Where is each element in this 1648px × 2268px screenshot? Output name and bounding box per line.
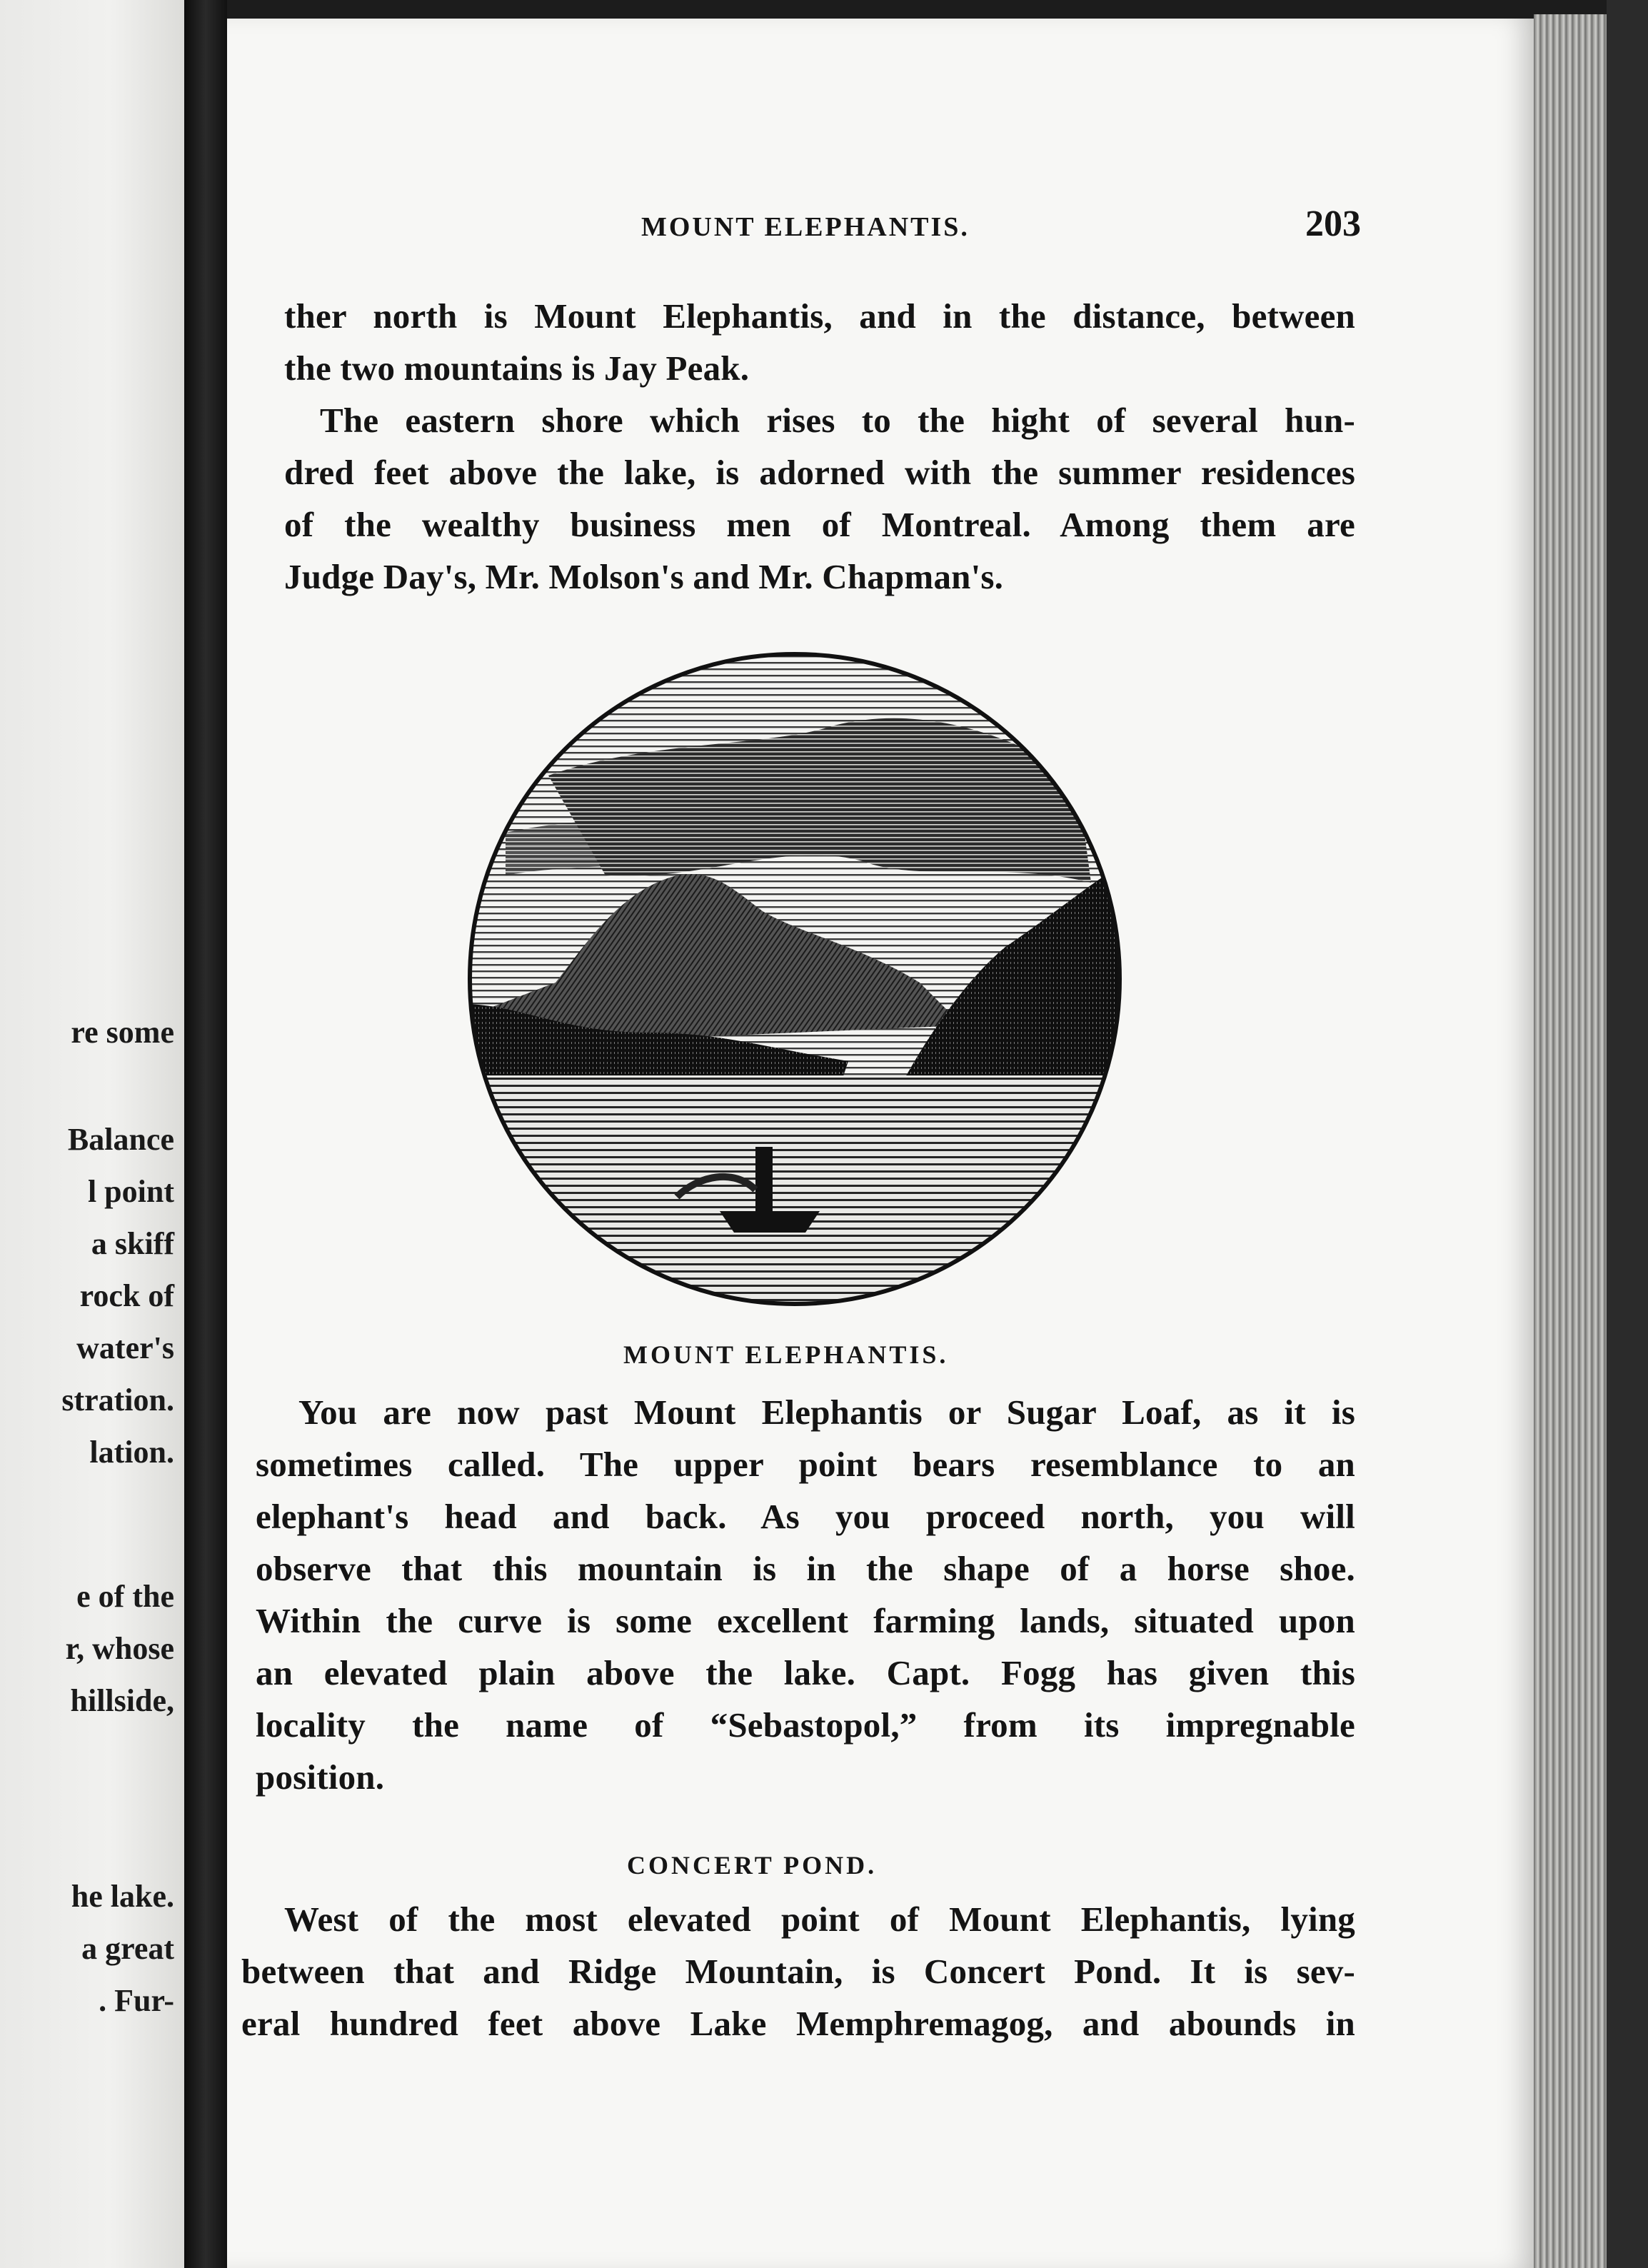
illustration-caption: MOUNT ELEPHANTIS. [623,1340,949,1369]
left-page-line: lation. [89,1435,174,1470]
text-line: Judge Day's, Mr. Molson's and Mr. Chapman's. [284,557,1004,596]
left-page-line: a skiff [91,1226,174,1261]
text-line: You are now past Mount Elephantis or Sugar Loaf, as it is [298,1393,1355,1432]
text-line: eral hundred feet above Lake Memphremagog, and abounds in [241,2004,1355,2043]
mount-elephantis-engraving [463,647,1127,1311]
text-line: Within the curve is some excellent farming lands, situated upon [256,1601,1355,1640]
text-line: of the wealthy business men of Montreal. Among them are [284,505,1355,544]
book-gutter [184,0,227,2268]
paragraph-3 [256,1386,1355,1803]
text-line: The eastern shore which rises to the hight of several hun- [320,401,1355,440]
text-line: an elevated plain above the lake. Capt. Fogg has given this [256,1653,1355,1692]
text-line: the two mountains is Jay Peak. [284,348,750,388]
left-page-line: he lake. [71,1879,174,1914]
left-page-line: a great [81,1931,174,1966]
left-page-line: Balance [67,1122,174,1157]
scan-right-border [1607,0,1648,2268]
left-page-line: stration. [61,1383,174,1418]
text-line: West of the most elevated point of Mount Elephantis, lying [284,1900,1355,1939]
left-page-line: hillside, [70,1683,174,1718]
text-line: observe that this mountain is in the shape of a horse shoe. [256,1549,1355,1588]
text-line: between that and Ridge Mountain, is Concert Pond. It is sev- [241,1952,1355,1991]
left-page-line: e of the [76,1579,174,1614]
left-page-line: re some [71,1015,174,1050]
text-line: dred feet above the lake, is adorned with the summer residences [284,453,1355,492]
text-line: elephant's head and back. As you proceed north, you will [256,1497,1355,1536]
left-page-line: r, whose [65,1631,174,1666]
section-heading: CONCERT POND. [627,1851,878,1880]
left-page-line: . Fur- [99,1983,174,2018]
paragraph-4 [241,1893,1355,2049]
left-page-line: l point [87,1174,174,1209]
book-page [227,19,1534,2268]
text-line: position. [256,1757,385,1797]
left-page-line: rock of [79,1278,174,1313]
left-facing-page [0,0,184,2268]
paragraph-2 [284,394,1355,603]
text-line: locality the name of “Sebastopol,” from its impregnable [256,1705,1355,1745]
page-number: 203 [1305,204,1361,244]
text-line: ther north is Mount Elephantis, and in the distance, between [284,296,1355,336]
text-line: sometimes called. The upper point bears resemblance to an [256,1445,1355,1484]
running-head: MOUNT ELEPHANTIS. [641,212,970,242]
left-page-line: water's [76,1330,174,1365]
scan-top-band [227,0,1648,19]
paragraph-1 [284,290,1355,394]
